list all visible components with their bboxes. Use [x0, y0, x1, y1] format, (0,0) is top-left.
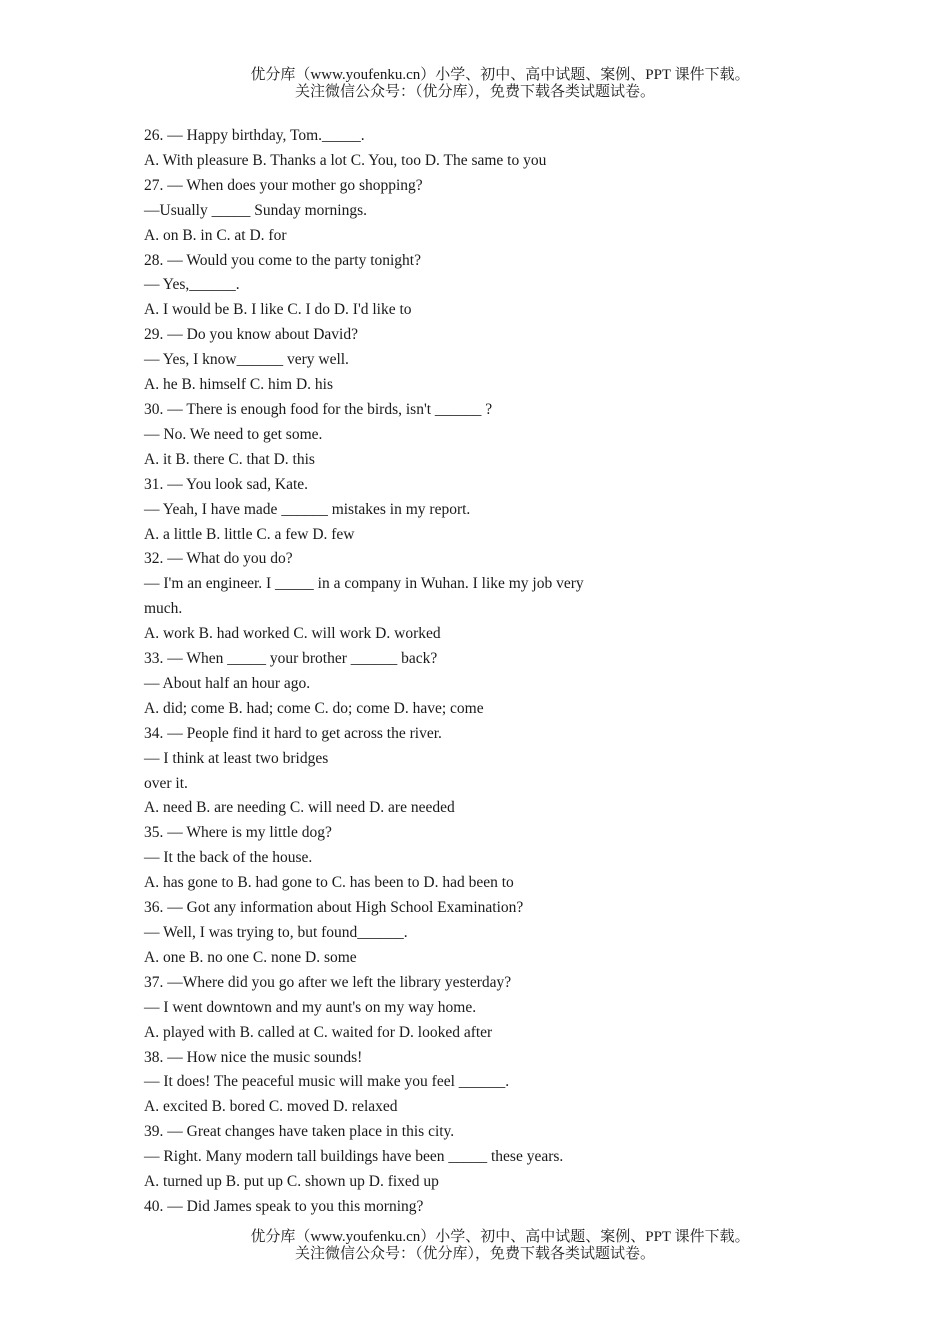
response-28: — Yes,______. [144, 276, 240, 294]
question-29: 29. — Do you know about David? [144, 326, 358, 344]
response-34: — I think at least two bridges [144, 749, 329, 767]
options-35: A. has gone to B. had gone to C. has been to D. had been to [144, 874, 514, 892]
question-27: 27. — When does your mother go shopping? [144, 176, 423, 194]
question-37: 37. —Where did you go after we left the library yesterday? [144, 973, 512, 991]
options-26: A. With pleasure B. Thanks a lot C. You, too D. The same to you [144, 151, 547, 169]
options-38: A. excited B. bored C. moved D. relaxed [144, 1098, 398, 1116]
document-body [144, 124, 644, 1220]
options-39: A. turned up B. put up C. shown up D. fixed up [144, 1173, 439, 1191]
response-38: — It does! The peaceful music will make you feel ______. [144, 1073, 510, 1091]
options-33: A. did; come B. had; come C. do; come D. have; come [144, 699, 484, 717]
response-34-cont: over it. [144, 774, 188, 792]
question-36: 36. — Got any information about High School Examination? [144, 899, 524, 917]
response-33: — About half an hour ago. [144, 674, 311, 692]
options-30: A. it B. there C. that D. this [144, 450, 315, 468]
response-32: — I'm an engineer. I _____ in a company in Wuhan. I like my job very [144, 575, 584, 593]
question-34: 34. — People find it hard to get across the river. [144, 724, 442, 742]
page-footer [0, 1229, 950, 1263]
header-line-2: 关注微信公众号：（优分库），免费下载各类试题试卷。 [294, 84, 655, 100]
options-32: A. work B. had worked C. will work D. worked [144, 625, 441, 643]
options-28: A. I would be B. I like C. I do D. I'd like to [144, 301, 412, 319]
footer-line-1: 优分库（www.youfenku.cn）小学、初中、高中试题、案例、PPT 课件下载。 [250, 1229, 750, 1245]
options-31: A. a little B. little C. a few D. few [144, 525, 355, 543]
options-27: A. on B. in C. at D. for [144, 226, 287, 244]
response-36: — Well, I was trying to, but found______. [144, 924, 408, 941]
question-40: 40. — Did James speak to you this morning? [144, 1197, 424, 1215]
question-31: 31. — You look sad, Kate. [144, 475, 309, 493]
response-35: — It the back of the house. [144, 849, 313, 867]
footer-line-2: 关注微信公众号：（优分库），免费下载各类试题试卷。 [294, 1246, 655, 1262]
options-36: A. one B. no one C. none D. some [144, 948, 357, 966]
response-32-cont: much. [144, 600, 183, 618]
question-35: 35. — Where is my little dog? [144, 824, 332, 842]
response-27: —Usually _____ Sunday mornings. [144, 201, 368, 219]
response-30: — No. We need to get some. [144, 425, 323, 443]
options-37: A. played with B. called at C. waited for D. looked after [144, 1023, 493, 1041]
question-32: 32. — What do you do? [144, 550, 293, 568]
response-39: — Right. Many modern tall buildings have been _____ these years. [144, 1148, 564, 1166]
question-39: 39. — Great changes have taken place in this city. [144, 1123, 455, 1141]
response-37: — I went downtown and my aunt's on my way home. [144, 998, 477, 1016]
question-33: 33. — When _____ your brother ______ back? [144, 650, 438, 668]
response-31: — Yeah, I have made ______ mistakes in my report. [144, 500, 471, 518]
question-26: 26. — Happy birthday, Tom._____. [144, 127, 365, 144]
header-line-1: 优分库（www.youfenku.cn）小学、初中、高中试题、案例、PPT 课件下载。 [250, 67, 750, 83]
response-29: — Yes, I know______ very well. [144, 351, 349, 369]
page-header [0, 67, 950, 101]
question-30: 30. — There is enough food for the birds, isn't ______ ? [144, 400, 493, 418]
options-34: A. need B. are needing C. will need D. are needed [144, 799, 455, 817]
options-29: A. he B. himself C. him D. his [144, 376, 334, 394]
question-28: 28. — Would you come to the party tonight? [144, 251, 421, 269]
question-38: 38. — How nice the music sounds! [144, 1048, 363, 1066]
